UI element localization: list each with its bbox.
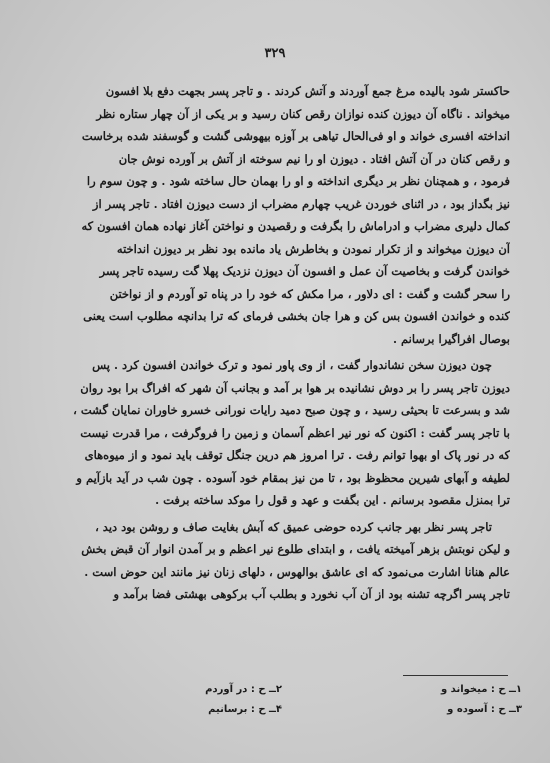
text-line: چون دیوزن سخن نشاندوار گفت ، از وی پاور نمود و ترک خواندن افسون کرد . پس (92, 358, 492, 372)
footnote-column-right (441, 680, 522, 720)
page-number: ۳۲۹ (264, 46, 286, 61)
paragraph-1 (70, 80, 510, 350)
text-line: فرمود ، و همچنان نظر بر دیگری انداخته و او را بهمان حال ساخته شود . و چون سوم را (86, 174, 510, 188)
paragraph-3 (70, 516, 510, 606)
text-line: که در نور پاک او بهوا توانم رفت . ترا امروز هم درین جنگل توقف باید نمود و از میوه‌های (84, 448, 510, 462)
text-line: ترا بمنزل مقصود برسانم . این بگفت و عهد و قول را موکد ساخته برفت . (155, 493, 510, 507)
footnote: ۱ــ ح : میخواند و (440, 684, 522, 695)
text-line: شد و بسرعت تا بحیثی رسید ، و چون صبح دمید رایات نورانی خسرو خاوران نمایان گشت ، (73, 403, 510, 417)
text-line: و لیکن نوبتش بزهر آمیخته یافت ، و ابتدای طلوع نیر اعظم و بر آمدن انوار آن قبض بخش (81, 542, 510, 556)
text-line: و رقص کنان در آن آتش افتاد . دیوزن او را نیم سوخته از آتش بر آورده نوش جان (118, 151, 510, 166)
text-line: عالم هنانا اشارت می‌نمود که ای عاشق بوالهوس ، دلهای زنان نیز مانند این حوض است . (84, 564, 510, 579)
text-line: کنده و خواندن افسون بس کن و هرا جان بخشی فرمای که ترا بدانچه مطلوب است یعنی (83, 309, 510, 323)
text-line: میخواند . ناگاه آن دیوزن کنده نوازان رقص کنان رسید و بر یکی از آن چهار ستاره نظر (96, 106, 510, 121)
text-line: نیز بگداز بود ، در اثنای خوردن غریب چهارم مضراب از دست دیوزن افتاد . تاجر پسر از (92, 196, 510, 211)
body-text (70, 80, 510, 606)
text-line: کمال دلیری مضراب و ادراماش را بگرفت و رقصیدن و نواختن آغاز نهاده همان افسون که (81, 219, 510, 233)
text-line: انداخته افسری خواند و او فی‌الحال تیاهی بر آوزه بیهوشی گشت و گوسفند شده برخاست (81, 129, 510, 143)
text-line: لطیفه و آبهای شیرین محظوظ بود ، تا من نیز بمقام خود آسوده . چون شب در آید بازآیم و (76, 470, 510, 485)
footnote: ۴ــ ح : برسانیم (208, 704, 282, 715)
text-line: دیوزن تاجر پسر را بر دوش نشانیده بر هوا بر آمد و بجانب آن شهر که افراگ برا بود روان (80, 380, 510, 395)
text-line: بوصال افراگیرا برسانم . (392, 331, 510, 346)
text-line: را سحر گشت و گفت : ای دلاور ، مرا مکش که خود را در پناه تو آوردم و از نواختن (109, 286, 510, 301)
text-line: تاجر پسر نظر بهر جانب کرده حوضی عمیق که آبش بغایت صاف و روشن بود دید ، (95, 519, 492, 534)
footnote: ۲ــ ح : در آوردم (205, 684, 282, 695)
footnote-divider (403, 675, 508, 676)
footnote-column-left (205, 680, 282, 720)
text-line: آن دیوزن میخواند و از تکرار نمودن و بخاطرش یاد مانده بود نظر بر دیوزن انداخته (116, 241, 510, 256)
text-line: حاکستر شود بالیده مرغ جمع آوردند و آتش کردند . و تاجر پسر بجهت دفع بلا افسون (105, 84, 510, 98)
text-line: تاجر پسر اگرچه تشنه بود از آن آب نخورد و بطلب آب برکوهی بهشتی فضا برآمد و (113, 587, 510, 601)
paragraph-2 (70, 354, 510, 512)
text-line: خواندن گرفت و بخاصیت آن عمل و افسون آن دیوزن نزدیک پهلا گت رسیده تاجر پسر (99, 264, 510, 278)
text-line: با تاجر پسر گفت : اکنون که نور نیر اعظم آسمان و زمین را فروگرفت ، مرا قدرت نیست (80, 425, 510, 440)
footnote: ۳ــ ح : آسوده و (447, 704, 522, 715)
